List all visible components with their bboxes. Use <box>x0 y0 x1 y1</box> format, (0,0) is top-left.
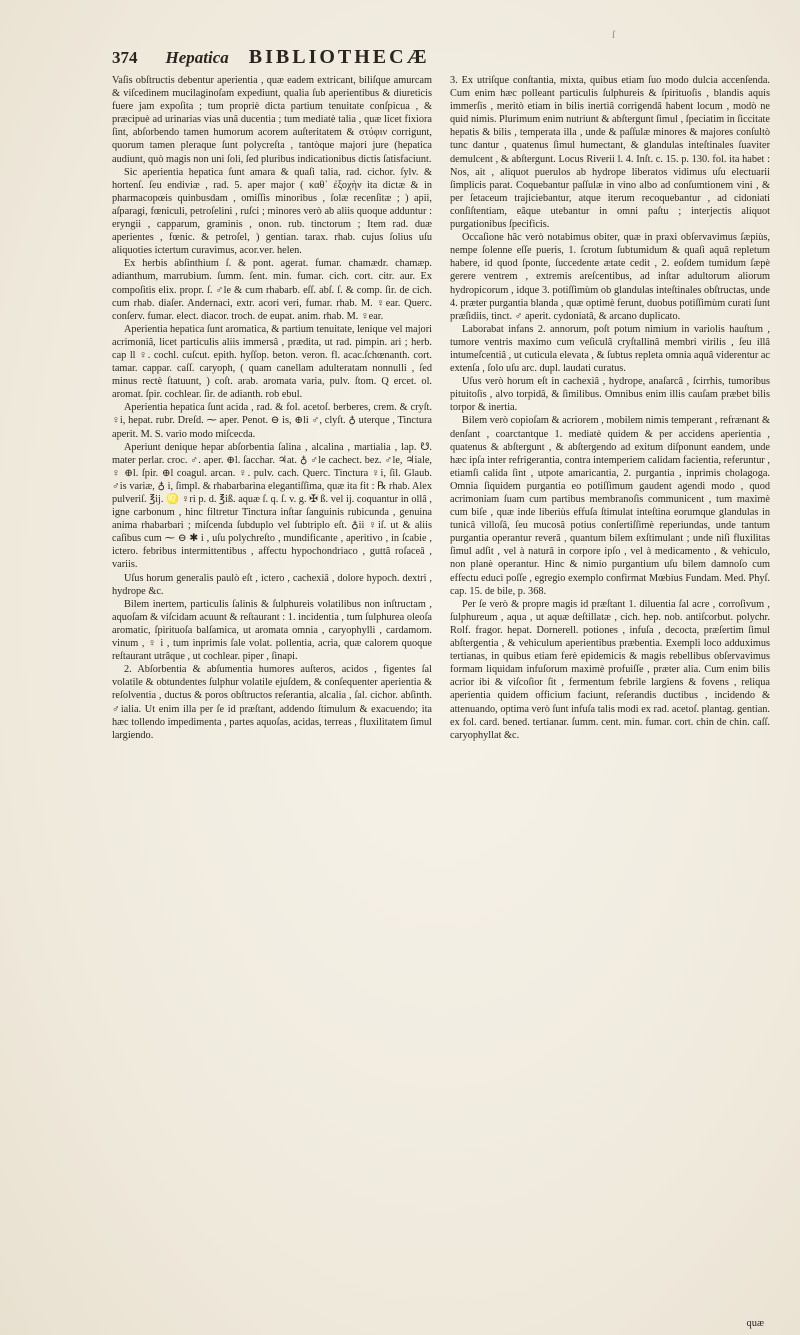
paragraph: 2. Abſorbentia & abſumentia humores auſteros, acidos , figentes ſal volatile & obtundentes ſulphur volatile ejuſdem, & conſequenter aperientia & reſolventia , ductus & poros obſtructos reſerantia, alcalia , ſal. cichor. abſinth. ♂ialia. Ut enim illa per ſe id præſtant, addendo ſtimulum & exacuendo; ita hæc tollendo impedimenta , partes aquoſas, acidas, terreas , fluxilitatem ſimul largiendo. <box>112 664 432 741</box>
page-header <box>112 46 770 72</box>
paragraph: Ex herbis abſinthium ſ. & pont. agerat. fumar. chamædr. chamæp. adianthum, marrubium. ſumm. ſent. min. fumar. cich. cort. citr. aur. Ex compoſitis elix. propr. ſ. ♂le & cum rhabarb. eſſ. abſ. ſ. & comp. ſir. de cich. cum rhab. diaſer. Andernaci, extr. acori veri, fumar. rhab. M. ♀ear. Querc. conſerv. fumar. elect. diacor. troch. de eupat. anim. rhab. M. ♀ear. <box>112 258 432 322</box>
page-number: 374 <box>112 48 138 67</box>
paragraph: Bilem verò copioſam & acriorem , mobilem nimis temperant , refrænant & denſant , coarctantque 1. mediatè quidem & per accidens aperientia , quatenus & abſtergunt , & abſtergendo ad exitum diſponunt eandem, unde hæc ipſa inter refrigerantia, contra intemperiem calidam facientia, referuntur , etiamſi calida ſint , utpote amaricantia, 2. purgantia , inprimis cholagoga. Omnia ſiquidem purgantia eo potiſſimum gaudent agendi modo , quod acrimoniam ſuam cum partibus membranoſis communicent , tum maximè cum biſe , quæ inde liberiùs effuſa ſtimulat inteſtina eorumque glandulas in tunicâ villoſâ, ſeu mucosâ potius conſertiſſimè reperiundas, unde tantum purgantia operantur reverâ , quantum bilem exſtimulant ; unde niſi fluxilitas ſimul adſit , vel à naturâ in corpore ipſo , vel à medicamento , & vehiculo, non planè operantur. Hinc & nimio purgantium uſu bilem damnoſo cum effectu educi poſſe , egregio exemplo confirmat Mœbius Fundam. Med. Phyſ. cap. 15. de bile, p. 368. <box>450 415 770 597</box>
paragraph: Aperientia hepatica ſunt aromatica, & partium tenuitate, lenique vel majori acrimoniâ, licet particulis aliis immersâ , prædita, ut rad. pimpin. ari ; herb. cap ll ♀. cochl. cuſcut. epith. hyſſop. beton. veron. fl. acac.ſchœnanth. cort. tamar. cappar. caſſ. caryoph, ( quam canellam adulteratam nonnulli , ſed minus rectè ſtatuunt, ) coſt. arab. aromata varia, pulv. ſtom. Q ercet. ol. aromat. ſpir. cochlear. ſir. de adianth. rob ebul. <box>112 323 432 401</box>
running-head: Hepatica <box>165 48 229 67</box>
paragraph: Aperientia hepatica ſunt acida , rad. & fol. acetoſ. berberes, crem. & cryſt. ♀i, hepat. rubr. Dreſd. ⁓ aper. Penot. ⊖ is, ⊕li ♂, clyſt. ♁ uterque , Tinctura aperit. M. S. vario modo miſcecda. <box>112 402 432 440</box>
paragraph: Uſus verò horum eſt in cachexiâ , hydrope, anaſarcâ , ſcirrhis, tumoribus pituitoſis , alvo torpidâ, & ſimilibus. Omnibus enim illis cauſam præbet bilis torpor & inertia. <box>450 376 770 414</box>
paragraph: Occaſione hâc verò notabimus obiter, quæ in praxi obſervavimus ſæpiùs, nempe ſolenne eſſe pueris, 1. ſcrotum ſubtumidum & quaſi aquâ repletum habere, id quod ſponte, ſuccedente ætate cedit , 2. eoſdem tumidum ſæpè gerere ventrem , extremis areſcentibus, ad inſtar adultorum aliorum hydropicorum , idque 3. potiſſimùm ob glandulas inteſtinales obſtructas, unde 4. præter purgantia blanda , quæ optimè ferunt, duobus potiſſimùm curati ſunt præſidiis, tinct. ♂ aperit. cydoniatâ, & arcano duplicato. <box>450 232 770 322</box>
paragraph: Per ſe verò & propre magis id præſtant 1. diluentia ſal acre , corroſivum , ſulphureum , aqua , ut aquæ deſtillatæ , cich. hep. nob. antiſcorbut. polychr. Rolf. fragor. hepat. Dornerell. potiones , infuſa , decocta, præſertim ſimul abſtergentia , & vehiculum aperientibus præbentia. Exempli loco adduximus tertianas, in quibus etiam ferè epidemicis & magis rebellibus obſervavimus formam liquidam infuſorum maximè profuiſſe , præter alia. Cum enim bilis acrior ibi & viſcoſior ſit , fermentum febrile largiens & fovens , reliqua aperientia quidem officium faciunt, reſerandis ductibus , incidendo & attenuando, optima verò ſunt infuſa talis modi ex rad. acetoſ. plantag. gentian. ex fol. card. bened. tertianar. ſumm. cent. min. fumar. cort. chin de chin. caſſ. caryophyllat &c. <box>450 598 770 741</box>
paragraph: Laborabat infans 2. annorum, poſt potum nimium in variolis hauſtum , tumore ventris maximo cum veſiculâ cryſtallinâ membri virilis , ſeu illâ intumeſcentiâ , ut cuticula elevata , & ſubtus repleta omnia aquâ viderentur ac extenſa , ſolo uſu arc. dupl. laudati curatus. <box>450 323 770 375</box>
left-column <box>112 74 432 742</box>
paragraph: Sic aperientia hepatica ſunt amara & quaſi talia, rad. cichor. ſylv. & hortenſ. ſeu endiviæ , rad. 5. aper major ( καθ᾽ ἐξοχὴν ita dictæ & in pharmacopœis quinbusdam , omiſſis minoribus , ſolæ recenſitæ ; ) apii, aſparagi, fœniculi, petroſelini , ruſci ; minores verò ab aliis quoque adduntur : eryngii , capparum, graminis , onon. rub. tinctorum ; Item rad. duæ aperientes , fœnic. & petroſel, ) gentian. tarax. rhab. cujus ſolius uſu aliquoties ictertum curavimus, acor.ver. helen. <box>112 166 432 257</box>
text-columns <box>112 74 770 742</box>
paragraph: Vaſis obſtructis debentur aperientia , quæ eadem extricant, biliſque amurcam & viſcedinem mucilaginoſam expediunt, qualia ſub aperientibus & diureticis fuere jam expoſita ; tum propriè dicta partium tenuitate conſpicua , & præcipuè ad urinarias vias unâ ducentia ; tum mediatè talia , quæ licet fixiora ſint, abſorbendo tamen humorum acorem auſteritatem & στύφιν corrigunt, quorum tamen pleraque ſunt polycreſta , tantòque majori jure (hepatica audiunt, quò magis non uni ſoli, ſed pluribus indicationibus dictis ſatisfaciunt. <box>112 75 432 165</box>
paragraph: Aperiunt denique hepar abſorbentia ſalina , alcalina , martialia , lap. ☋. mater perlar. croc. ♂. aper. ⊕l. ſacchar. ♃at. ♁ ♂le cachect. bez. ♂le, ♃iale, ♀ ⊕l. ſpir. ⊕l coagul. arcan. ♀. pulv. cach. Querc. Tinctura ♀i, ſil. Glaub. ♂is variæ, ♁ i, ſimpl. & rhabarbarina elegantiſſima, quæ ita fit : ℞ rhab. Alex pulveriſ. ℥ij. ♌ ♀ri p. d. ℥iß. aquæ ſ. q. ſ. v. g. ✠ ß. vel ij. coquantur in ollâ , igne carbonum , hinc filtretur Tinctura inſtar ſanguinis rubicunda , genuina anima rhabarbari ; miſcenda ſubduplo vel ſubtriplo eſt. ♁ii ♀iſ. ut & aliis caſibus cum ⁓ ⊖ ✱ i , uſu polychreſto , mundificante , aperitivo , in ſcabie , ictero. febribus intermittentibus , affectu hypochondriaco , guttâ roſaceâ , variis. <box>112 441 432 571</box>
catchword: quæ <box>746 1318 764 1329</box>
paragraph: Uſus horum generalis paulò eſt , ictero , cachexiâ , dolore hypoch. dextri , hydrope &c. <box>112 572 432 597</box>
paragraph: Bilem inertem, particulis ſalinis & ſulphureis volatilibus non inſtructam , aquoſam & viſcidam acuunt & reſtaurant : 1. incidentia , tum ſulphurea oleoſa aromatic, ſpirituoſa balſamica, ut aromata omnia , caryophylli , cardamom. vinum , ♀ i , tum inprimis ſale volat. pollentia, acria, quæ calorem quoque reſtaurant utrâque , ut cochlear. piper , ſinapi. <box>112 598 432 663</box>
right-column <box>450 74 770 742</box>
page-title: BIBLIOTHECÆ <box>248 46 430 68</box>
top-mark: ſ <box>612 30 615 41</box>
paragraph: 3. Ex utriſque conſtantia, mixta, quibus etiam ſuo modo dulcia accenſenda. Cum enim hæc polleant particulis ſulphureis & ſpirituoſis , blandis aquis immerſis , meritò etiam in bilis inertiâ corrigendâ habent locum , modò ne quid nimis. Plurimum enim nutriunt & abſtergunt ſimul , ſpeciatim in ſiccitate hepatis & bilis , temperata illa , unde & paſſulæ minores & majores conſultò tunc dantur , quatenus ſimul humectant, & glandulas inteſtinales ſuaviter demulcent , & abſtergunt. Locus Riverii l. 4. Inſt. c. 15. p. 130. fol. ita habet : Nos, ait , aliquot puerulos ab hydrope liberatos vidimus uſu electuarii ſimplicis parat. Coquebantur paſſulæ in vino albo ad conſumtionem vini , & per ſetaceum trajiciebantur, atque iterum recoquebantur , ad cidoniati conſiſtentiam, eâque utebantur in omni paſtu ; interjectis aliquot purgationibus ſpecificis. <box>450 75 770 231</box>
